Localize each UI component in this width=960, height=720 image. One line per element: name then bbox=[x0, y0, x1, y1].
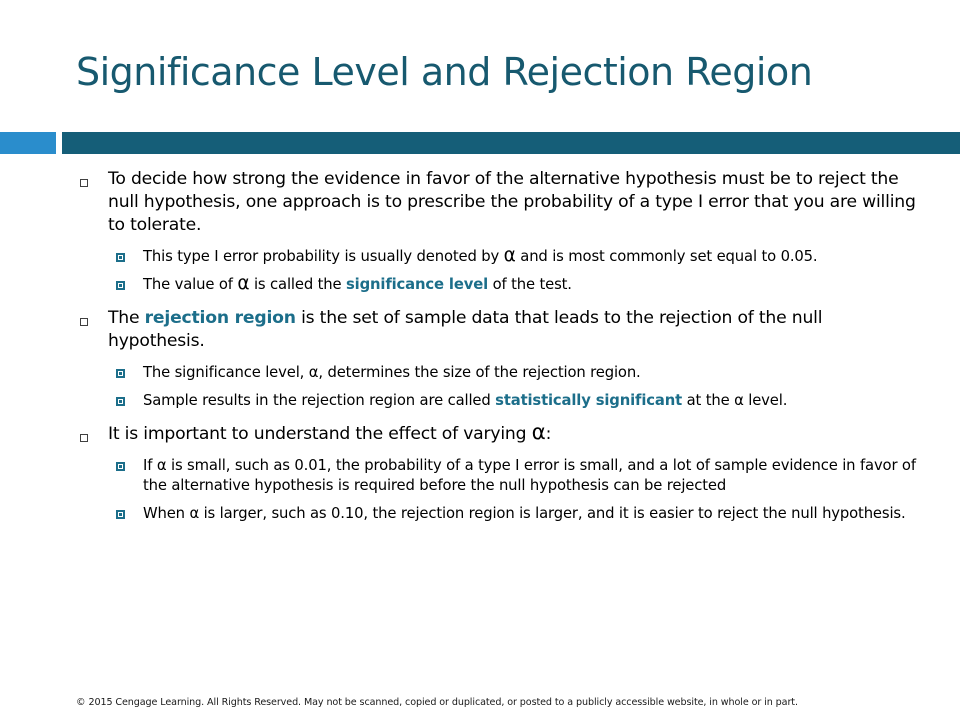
subbullet-text: The significance level, α, determines the size of the rejection region. bbox=[143, 364, 641, 381]
subbullet-significance-determines-size bbox=[0, 363, 960, 383]
text-run: at the α level. bbox=[682, 392, 788, 409]
alpha-symbol: α bbox=[531, 420, 546, 445]
nested-square-bullet-icon bbox=[116, 397, 125, 406]
alpha-symbol: α bbox=[503, 245, 516, 266]
subbullet-text: If α is small, such as 0.01, the probability of a type I error is small, and a lot of sample evidence in favor of the alternative hypothesis is required before the null hypothesis can be rejected bbox=[143, 457, 916, 494]
term-significance-level: significance level bbox=[346, 276, 489, 293]
text-run: and is most commonly set equal to 0.05. bbox=[515, 248, 818, 265]
subbullet-small-alpha bbox=[0, 456, 960, 496]
subbullet-statistically-significant bbox=[0, 391, 960, 411]
subbullet-alpha-denotation bbox=[0, 247, 960, 267]
bullet-text bbox=[108, 307, 920, 353]
subbullet-significance-level-definition bbox=[0, 275, 960, 295]
title-rule-bar bbox=[62, 132, 960, 154]
nested-square-bullet-icon bbox=[116, 281, 125, 290]
text-run: Sample results in the rejection region are called bbox=[143, 392, 496, 409]
title-rule-left-accent bbox=[0, 132, 56, 154]
bullet-text: To decide how strong the evidence in favor of the alternative hypothesis must be to reject the null hypothesis, one approach is to prescribe the probability of a type I error that you are willing to tolerate. bbox=[108, 169, 916, 235]
subbullet-text bbox=[143, 275, 920, 295]
text-run: : bbox=[545, 424, 552, 444]
bullet-rejection-region bbox=[0, 307, 960, 353]
hollow-square-bullet-icon bbox=[80, 434, 88, 442]
alpha-symbol: α bbox=[237, 273, 250, 294]
nested-square-bullet-icon bbox=[116, 253, 125, 262]
bullet-text bbox=[108, 420, 920, 446]
hollow-square-bullet-icon bbox=[80, 179, 88, 187]
subbullet-text bbox=[143, 247, 920, 267]
slide-body bbox=[0, 168, 960, 532]
bullet-effect-of-varying-alpha bbox=[0, 420, 960, 446]
text-run: It is important to understand the effect of varying bbox=[108, 424, 532, 444]
nested-square-bullet-icon bbox=[116, 510, 125, 519]
subbullet-text: When α is larger, such as 0.10, the rejection region is larger, and it is easier to reject the null hypothesis. bbox=[143, 505, 906, 522]
text-run: of the test. bbox=[488, 276, 572, 293]
text-run: The value of bbox=[143, 276, 238, 293]
nested-square-bullet-icon bbox=[116, 369, 125, 378]
text-run: This type I error probability is usually denoted by bbox=[143, 248, 504, 265]
text-run: is called the bbox=[249, 276, 347, 293]
slide-title: Significance Level and Rejection Region bbox=[76, 50, 813, 94]
text-run: is the set of sample data that leads to the rejection of the null hypothesis. bbox=[108, 308, 823, 351]
bullet-prescribe-type-i-error bbox=[0, 168, 960, 237]
term-rejection-region: rejection region bbox=[144, 308, 296, 328]
subbullet-text bbox=[143, 391, 920, 411]
subbullet-larger-alpha bbox=[0, 504, 960, 524]
text-run: The bbox=[108, 308, 145, 328]
nested-square-bullet-icon bbox=[116, 462, 125, 471]
copyright-footer: © 2015 Cengage Learning. All Rights Reserved. May not be scanned, copied or duplicated, or posted to a publicly accessible website, in whole or in part. bbox=[76, 697, 798, 708]
term-statistically-significant: statistically significant bbox=[495, 392, 683, 409]
hollow-square-bullet-icon bbox=[80, 318, 88, 326]
